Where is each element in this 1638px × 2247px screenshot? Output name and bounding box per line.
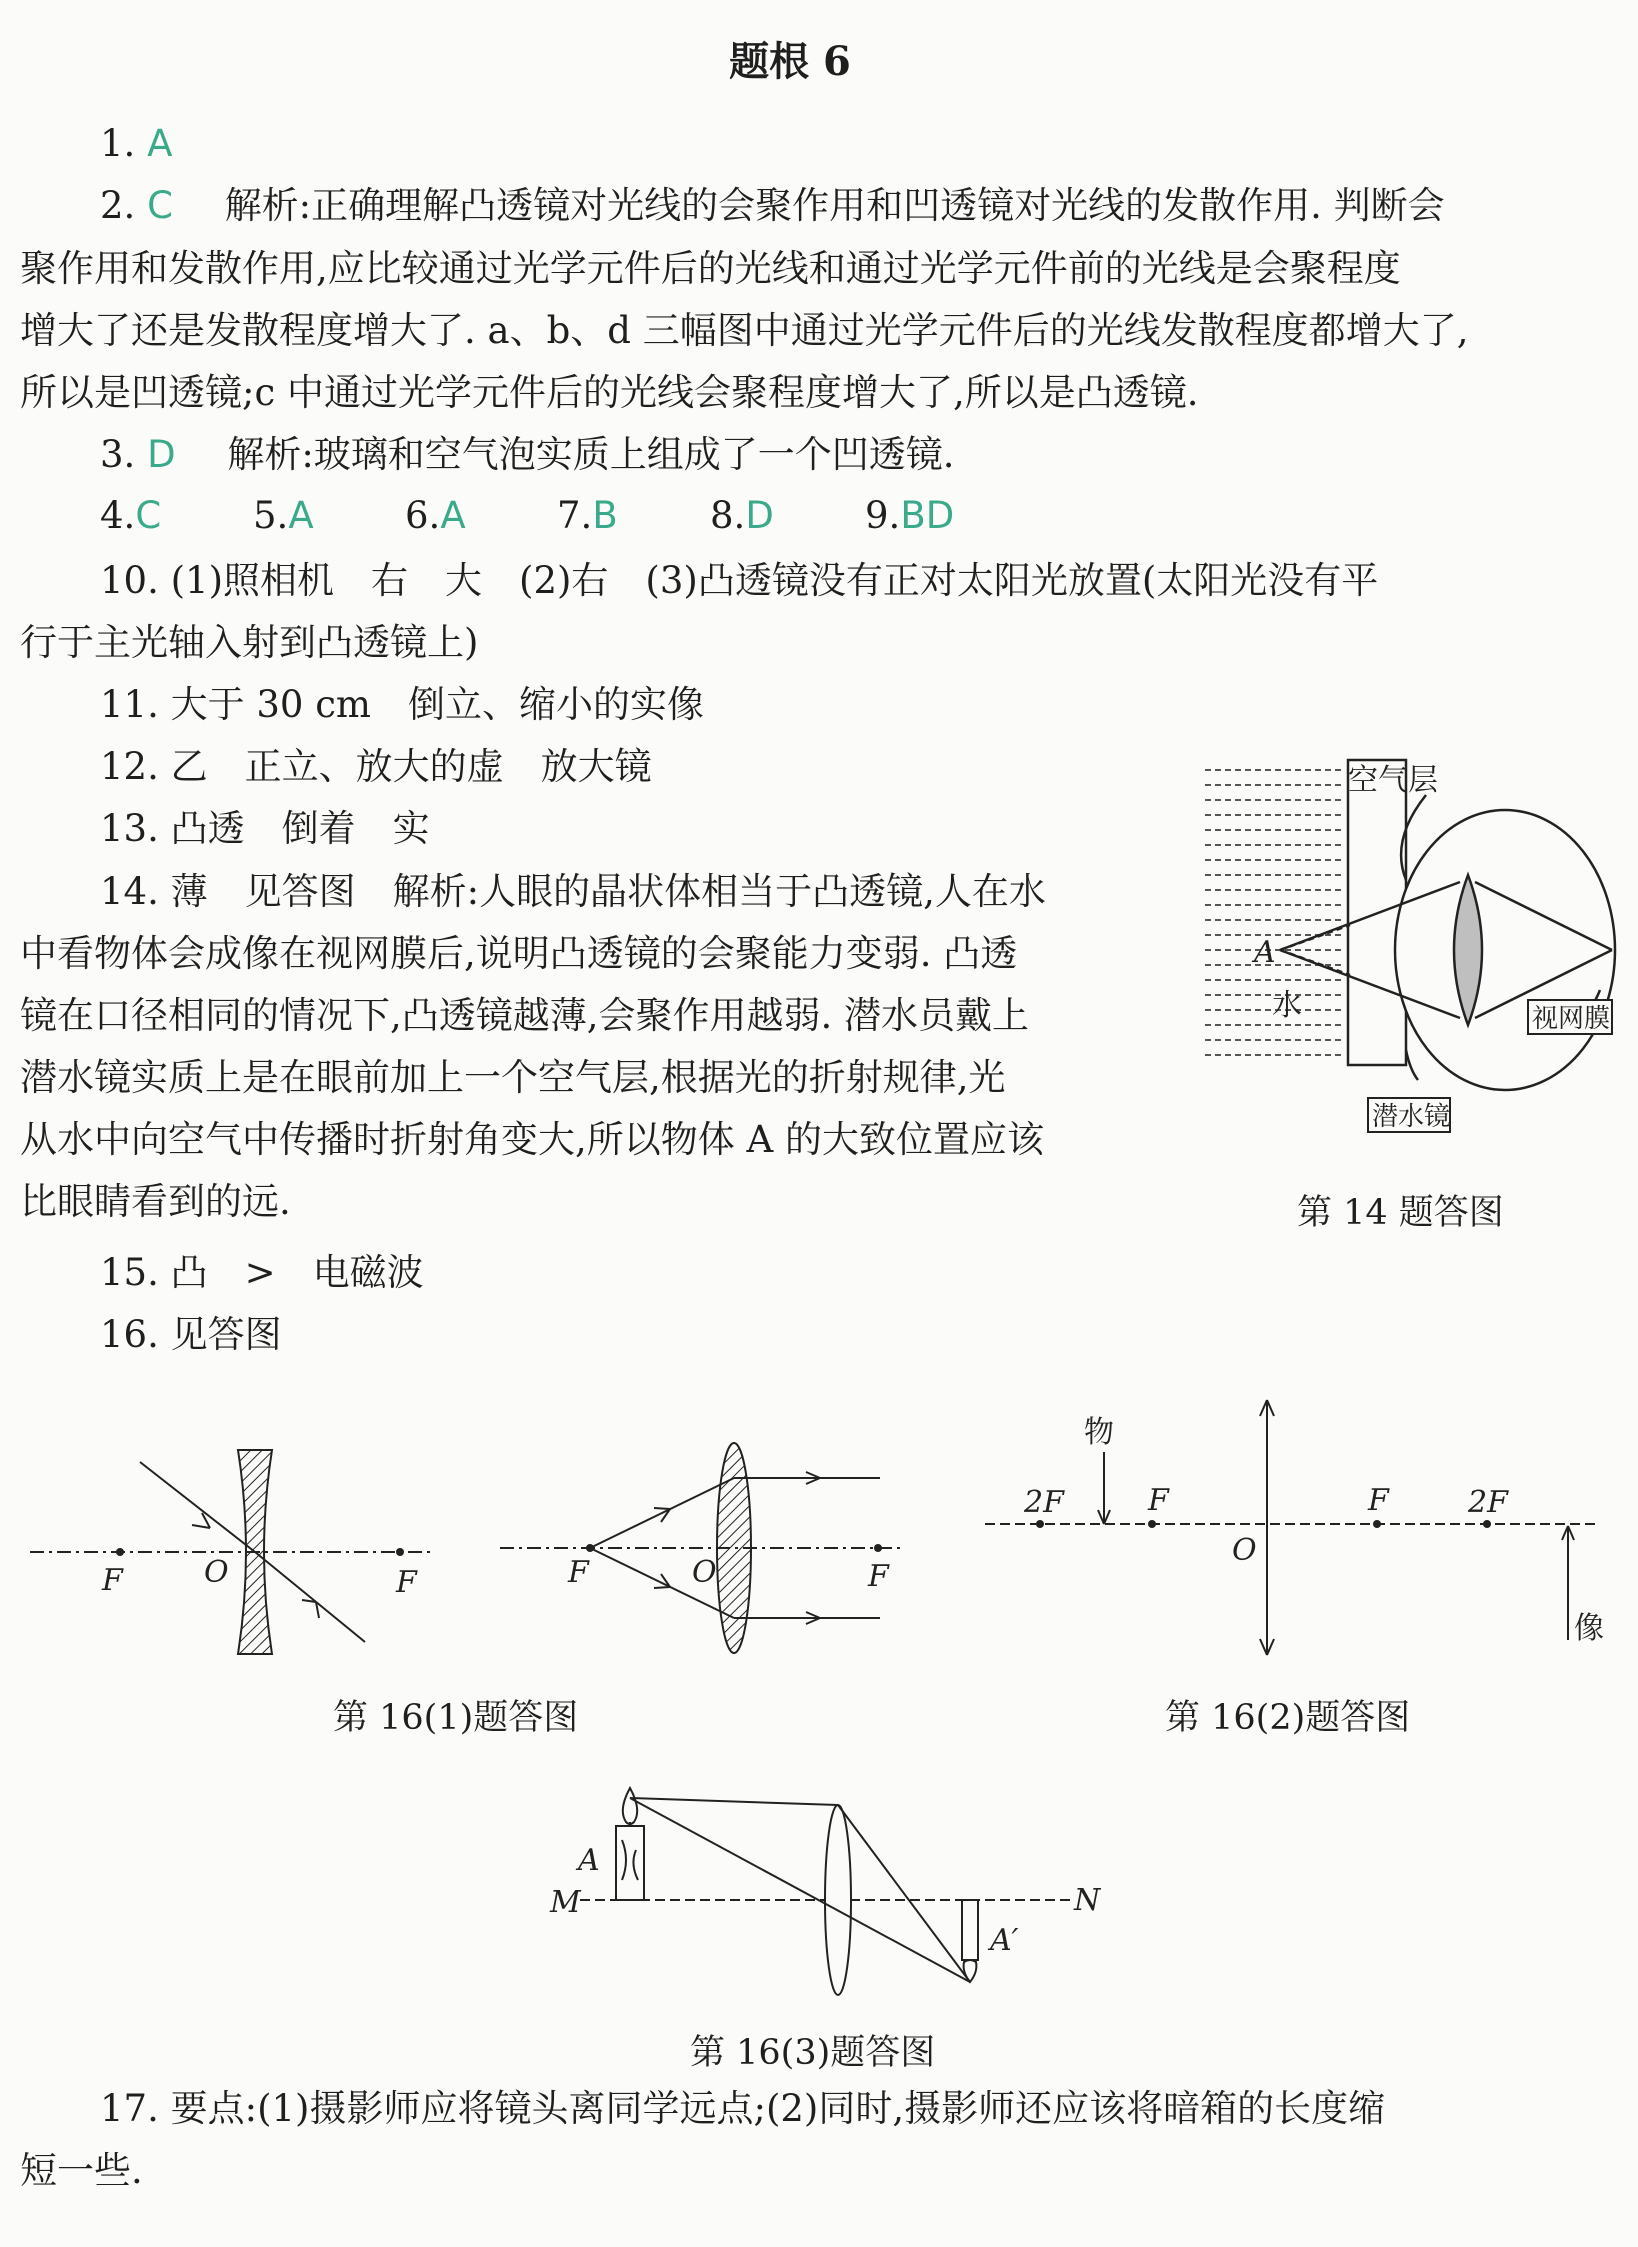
figure-14-caption: 第 14 题答图	[1297, 1193, 1504, 1233]
label-2f-right: 2F	[1468, 1485, 1508, 1520]
answer-14-line3: 镜在口径相同的情况下,凸透镜越薄,会聚作用越弱. 潜水员戴上	[20, 994, 1030, 1037]
label-f-left: F	[1148, 1483, 1169, 1518]
page-title: 题根 6	[729, 38, 851, 85]
figure-16-2-diagram	[980, 1390, 1620, 1680]
answer-14-line5: 从水中向空气中传播时折射角变大,所以物体 A 的大致位置应该	[20, 1118, 1045, 1161]
answer-3-choice: D	[147, 433, 176, 476]
answer-5: 5.A	[253, 494, 314, 537]
answer-14-line6: 比眼睛看到的远.	[20, 1180, 291, 1223]
label-air-layer: 空气层	[1348, 763, 1438, 798]
answer-13: 13. 凸透 倒着 实	[100, 807, 430, 850]
answer-2-line2: 聚作用和发散作用,应比较通过光学元件后的光线和通过光学元件前的光线是会聚程度	[20, 247, 1401, 290]
label-goggles: 潜水镜	[1372, 1102, 1451, 1132]
label-a-prime: A′	[990, 1923, 1019, 1958]
label-n: N	[1074, 1883, 1101, 1918]
answer-7: 7.B	[557, 494, 618, 537]
answer-17-line1: 17. 要点:(1)摄影师应将镜头离同学远点;(2)同时,摄影师还应该将暗箱的长度缩	[100, 2087, 1386, 2130]
answer-2-num: 2.	[100, 184, 136, 227]
answer-2-line4: 所以是凹透镜;c 中通过光学元件后的光线会聚程度增大了,所以是凸透镜.	[20, 371, 1199, 414]
label-m: M	[550, 1885, 581, 1920]
answer-16: 16. 见答图	[100, 1313, 282, 1356]
figure-16-3-caption: 第 16(3)题答图	[690, 2033, 936, 2073]
answer-15: 15. 凸 > 电磁波	[100, 1251, 424, 1294]
answer-1-choice: A	[147, 122, 173, 165]
answer-11: 11. 大于 30 cm 倒立、缩小的实像	[100, 683, 705, 726]
label-2f-left: 2F	[1024, 1485, 1064, 1520]
answer-1-num: 1.	[100, 122, 136, 165]
label-a: A	[578, 1843, 600, 1878]
answer-14-line1: 14. 薄 见答图 解析:人眼的晶状体相当于凸透镜,人在水	[100, 870, 1046, 913]
answer-14-line2: 中看物体会成像在视网膜后,说明凸透镜的会聚能力变弱. 凸透	[20, 932, 1018, 975]
answer-2	[100, 184, 1445, 227]
figure-16-3-diagram	[550, 1760, 1110, 2000]
answer-9: 9.BD	[865, 494, 955, 537]
answer-3-num: 3.	[100, 433, 136, 476]
label-water: 水	[1272, 988, 1302, 1023]
answer-17-line2: 短一些.	[20, 2149, 143, 2192]
label-object-a: A	[1254, 935, 1276, 970]
label-f-right: F	[1368, 1483, 1389, 1518]
answer-10-line1: 10. (1)照相机 右 大 (2)右 (3)凸透镜没有正对太阳光放置(太阳光没有平	[100, 559, 1379, 602]
label-f-right: F	[396, 1565, 417, 1600]
label-image: 像	[1574, 1611, 1604, 1646]
answer-1	[100, 122, 173, 165]
answer-8: 8.D	[710, 494, 774, 537]
answer-10-line2: 行于主光轴入射到凸透镜上)	[20, 621, 479, 664]
figure-14-diagram	[1200, 750, 1620, 1150]
answer-6: 6.A	[405, 494, 466, 537]
answer-12: 12. 乙 正立、放大的虚 放大镜	[100, 745, 652, 788]
answer-14-line4: 潜水镜实质上是在眼前加上一个空气层,根据光的折射规律,光	[20, 1056, 1006, 1099]
figure-16-2-caption: 第 16(2)题答图	[1165, 1698, 1411, 1738]
label-retina: 视网膜	[1532, 1004, 1611, 1034]
figure-16-1-diagram	[20, 1420, 920, 1660]
answer-2-line3: 增大了还是发散程度增大了. a、b、d 三幅图中通过光学元件后的光线发散程度都增大了,	[20, 309, 1469, 352]
answer-3	[100, 433, 955, 476]
label-o: O	[1232, 1533, 1257, 1568]
label-object: 物	[1084, 1415, 1114, 1450]
answer-4: 4.C	[100, 494, 162, 537]
label-f-convex-left: F	[568, 1555, 589, 1590]
figure-16-1-caption: 第 16(1)题答图	[333, 1698, 579, 1738]
answer-2-line1: 解析:正确理解凸透镜对光线的会聚作用和凹透镜对光线的发散作用. 判断会	[224, 184, 1445, 227]
answer-2-choice: C	[147, 184, 173, 227]
label-f-convex-right: F	[868, 1559, 889, 1594]
label-o-concave: O	[204, 1555, 229, 1590]
label-o-convex: O	[692, 1555, 717, 1590]
answer-3-text: 解析:玻璃和空气泡实质上组成了一个凹透镜.	[227, 433, 955, 476]
label-f-left: F	[102, 1563, 123, 1598]
